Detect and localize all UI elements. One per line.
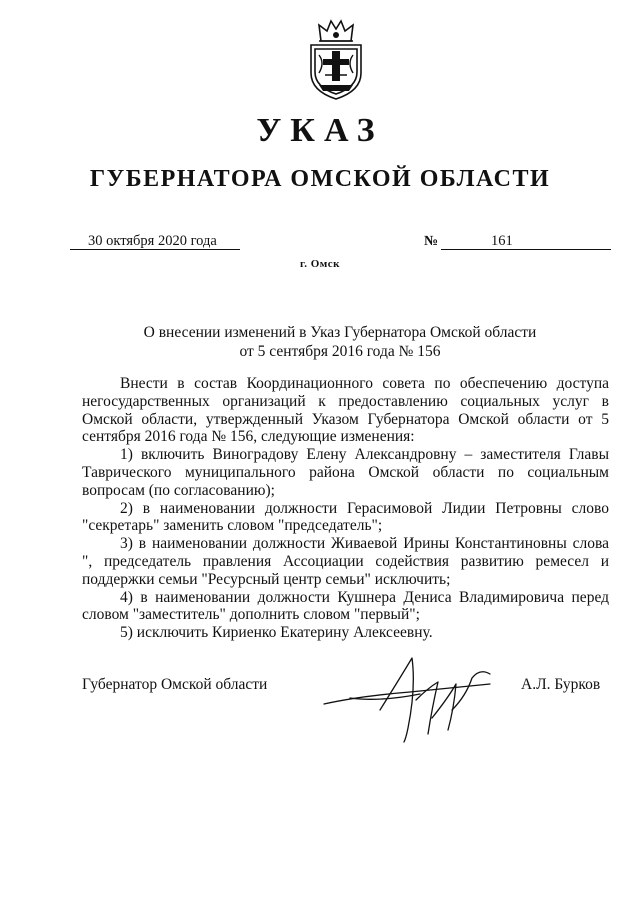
coat-of-arms-emblem xyxy=(305,15,367,101)
body-item-2: 2) в наименовании должности Герасимовой Лидии Петровны слово "секретарь" заменить словом "председатель"; xyxy=(82,499,609,535)
document-city: г. Омск xyxy=(299,258,341,270)
body-item-3: 3) в наименовании должности Живаевой Ирины Константиновны слова ", председатель правления Ассоциации содействия развитию ремесел и поддержки семьи "Ресурсный центр семьи" исключить; xyxy=(82,535,609,588)
document-date: 30 октября 2020 года xyxy=(70,233,240,250)
heading-line-2: от 5 сентября 2016 года № 156 xyxy=(239,343,441,360)
signatory-name: А.Л. Бурков xyxy=(521,676,601,693)
body-item-1: 1) включить Виноградову Елену Александровну – заместителя Главы Таврического муниципального района Омской области по социальным вопросам (по согласованию); xyxy=(82,446,609,499)
heading-line-1: О внесении изменений в Указ Губернатора Омской области xyxy=(143,324,537,341)
handwritten-signature xyxy=(320,648,520,746)
body-intro: Внести в состав Координационного совета по обеспечению доступа негосударственных организаций к предоставлению социальных услуг в Омской области, утвержденный Указом Губернатора Омской области от 5 сентября 2016 года № 156, следующие изменения: xyxy=(82,375,609,446)
body-item-4: 4) в наименовании должности Кушнера Дениса Владимировича перед словом "заместитель" дополнить словом "первый"; xyxy=(82,588,609,624)
number-label: № xyxy=(424,234,439,249)
body-item-5: 5) исключить Кириенко Екатерину Алексеевну. xyxy=(120,624,433,642)
document-body xyxy=(82,375,609,642)
signatory-position: Губернатор Омской области xyxy=(82,676,268,693)
document-title: УКАЗ xyxy=(256,112,384,149)
document-heading xyxy=(0,323,640,361)
document-number: 161 xyxy=(441,233,611,250)
document-subtitle: ГУБЕРНАТОРА ОМСКОЙ ОБЛАСТИ xyxy=(89,166,551,192)
